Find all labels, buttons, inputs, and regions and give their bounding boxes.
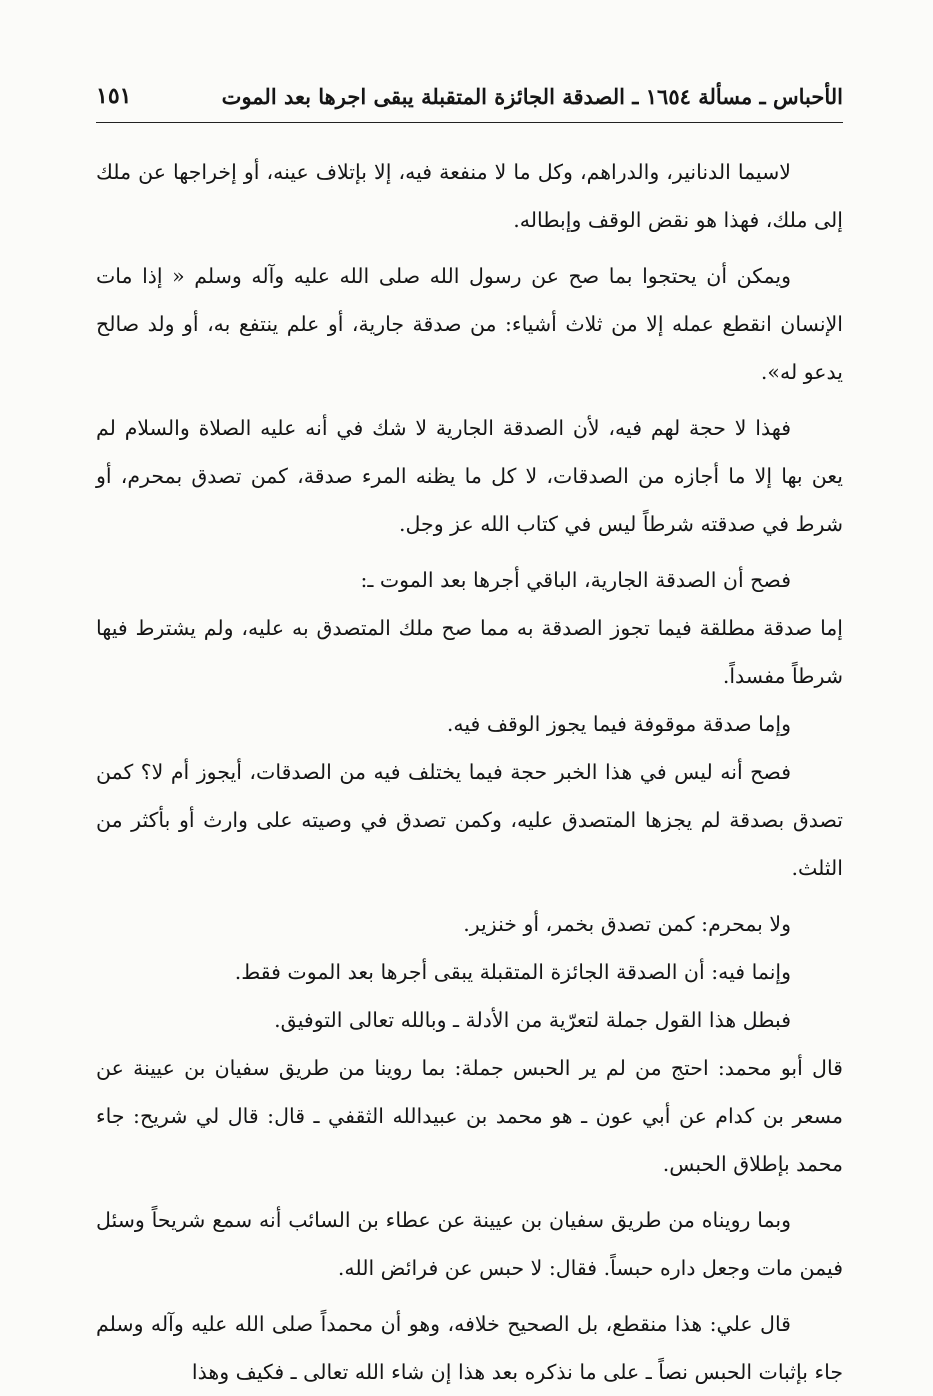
- page-body: [96, 148, 843, 1396]
- paragraph-12: وبما رويناه من طريق سفيان بن عيينة عن عطاء بن السائب أنه سمع شريحاً وسئل فيمن مات وجعل داره حبساً. فقال: لا حبس عن فرائض الله.: [96, 1208, 843, 1280]
- paragraph-1: لاسيما الدنانير، والدراهم، وكل ما لا منفعة فيه، إلا بإتلاف عينه، أو إخراجها عن ملك إلى ملك، فهذا هو نقض الوقف وإبطاله.: [96, 160, 843, 232]
- paragraph-7: فصح أنه ليس في هذا الخبر حجة فيما يختلف فيه من الصدقات، أيجوز أم لا؟ كمن تصدق بصدقة لم يجزها المتصدق عليه، وكمن تصدق في وصيته على وارث أو بأكثر من الثلث.: [96, 760, 843, 880]
- paragraph-6: وإما صدقة موقوفة فيما يجوز الوقف فيه.: [446, 712, 791, 736]
- page-header: [96, 70, 843, 123]
- paragraph-11: قال أبو محمد: احتج من لم ير الحبس جملة: بما روينا من طريق سفيان بن عيينة عن مسعر بن كدام عن أبي عون ـ هو محمد بن عبيدالله الثقفي ـ قال: قال لي شريح: جاء محمد بإطلاق الحبس.: [96, 1056, 843, 1176]
- paragraph-2: ويمكن أن يحتجوا بما صح عن رسول الله صلى الله عليه وآله وسلم « إذا مات الإنسان انقطع عمله إلا من ثلاث أشياء: من صدقة جارية، أو علم ينتفع به، أو ولد صالح يدعو له».: [96, 264, 843, 384]
- paragraph-10: فبطل هذا القول جملة لتعرّية من الأدلة ـ وبالله تعالى التوفيق.: [274, 1008, 791, 1032]
- paragraph-13: قال علي: هذا منقطع، بل الصحيح خلافه، وهو أن محمداً صلى الله عليه وآله وسلم جاء بإثبات الحبس نصاً ـ على ما نذكره بعد هذا إن شاء الله تعالى ـ فكيف وهذا: [96, 1312, 843, 1384]
- paragraph-4: فصح أن الصدقة الجارية، الباقي أجرها بعد الموت ـ:: [360, 568, 791, 592]
- running-title: الأحباس ـ مسألة ١٦٥٤ ـ الصدقة الجائزة المتقبلة يبقى اجرها بعد الموت: [221, 83, 843, 109]
- paragraph-9: وإنما فيه: أن الصدقة الجائزة المتقبلة يبقى أجرها بعد الموت فقط.: [234, 960, 791, 984]
- page-number: ١٥١: [96, 83, 132, 109]
- paragraph-3: فهذا لا حجة لهم فيه، لأن الصدقة الجارية لا شك في أنه عليه الصلاة والسلام لم يعن بها إلا ما أجازه من الصدقات، لا كل ما يظنه المرء صدقة، كمن تصدق بمحرم، أو شرط في صدقته شرطاً ليس في كتاب الله عز وجل.: [96, 416, 843, 536]
- paragraph-8: ولا بمحرم: كمن تصدق بخمر، أو خنزير.: [463, 912, 791, 936]
- paragraph-5: إما صدقة مطلقة فيما تجوز الصدقة به مما صح ملك المتصدق به عليه، ولم يشترط فيها شرطاً مفسداً.: [96, 616, 843, 688]
